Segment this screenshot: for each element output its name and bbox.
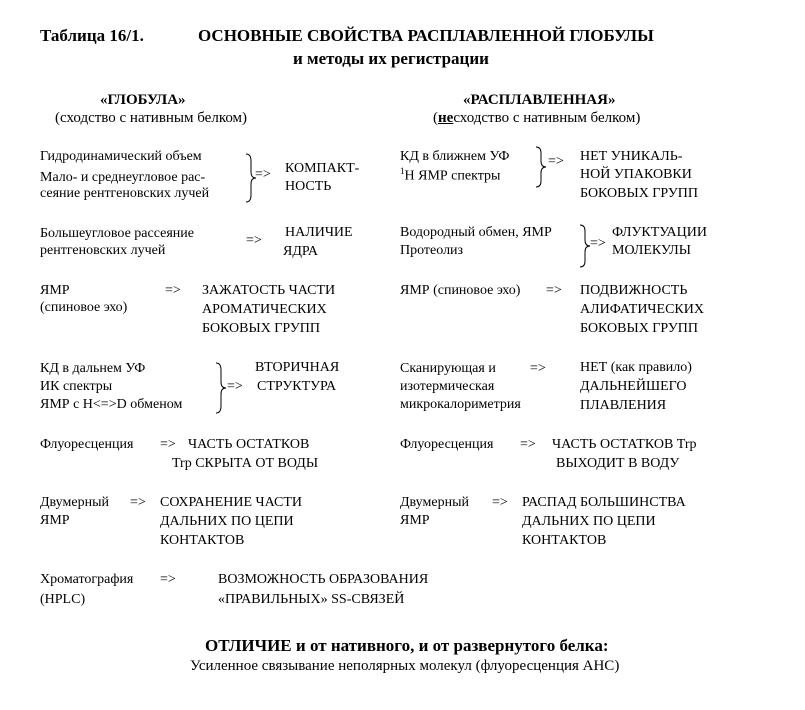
left-r5-arrow: => — [160, 437, 176, 452]
left-column-subtitle: (сходство с нативным белком) — [55, 110, 248, 126]
right-r2-result-1: ФЛУКТУАЦИИ — [612, 225, 707, 240]
left-r7-method-1: Хроматография — [40, 572, 134, 587]
right-r5-result-2: ВЫХОДИТ В ВОДУ — [556, 456, 680, 471]
right-r6-arrow: => — [492, 495, 508, 510]
left-r7-result-2: «ПРАВИЛЬНЫХ» SS-СВЯЗЕЙ — [218, 592, 405, 607]
left-r3-result-2: АРОМАТИЧЕСКИХ — [202, 302, 327, 317]
right-r1-result-3: БОКОВЫХ ГРУПП — [580, 186, 698, 201]
right-r1-method-2: $^1$H ЯМР спектры — [400, 166, 501, 184]
right-r4-method-3: микрокалориметрия — [400, 397, 521, 412]
right-r4-result-3: ПЛАВЛЕНИЯ — [580, 398, 667, 413]
right-r1-result-1: НЕТ УНИКАЛЬ- — [580, 149, 683, 164]
left-r4-method-3: ЯМР с H<=>D обменом — [40, 397, 183, 412]
left-r1-result-2: НОСТЬ — [285, 179, 332, 194]
right-r6-result-3: КОНТАКТОВ — [522, 533, 607, 548]
left-r5-method-1: Флуоресценция — [40, 437, 134, 452]
left-r6-arrow: => — [130, 495, 146, 510]
left-r1-method-2: Мало- и среднеугловое рас- — [40, 170, 206, 185]
right-r5-result-1: ЧАСТЬ ОСТАТКОВ Trp — [552, 437, 697, 452]
right-r5-method-1: Флуоресценция — [400, 437, 494, 452]
left-r4-method-2: ИК спектры — [40, 379, 113, 394]
right-r4-result-2: ДАЛЬНЕЙШЕГО — [580, 379, 687, 394]
left-r1-method-1: Гидродинамический объем — [40, 149, 202, 164]
left-r5-result-1: ЧАСТЬ ОСТАТКОВ — [188, 437, 310, 452]
left-r2-result-2: ЯДРА — [283, 244, 318, 259]
right-r6-result-1: РАСПАД БОЛЬШИНСТВА — [522, 495, 686, 510]
left-r2-method-1: Большеугловое рассеяние — [40, 226, 194, 241]
table-subtitle: и методы их регистрации — [293, 49, 489, 68]
left-r1-result-1: КОМПАКТ- — [285, 161, 360, 176]
left-r1-method-3: сеяние рентгеновских лучей — [40, 186, 210, 201]
right-column-title: «РАСПЛАВЛЕННАЯ» — [463, 92, 616, 108]
right-r4-method-2: изотермическая — [400, 379, 495, 394]
emphasis-ne: не — [438, 110, 454, 126]
left-r2-result-1: НАЛИЧИЕ — [285, 225, 353, 240]
left-column-title: «ГЛОБУЛА» — [100, 92, 186, 108]
left-r4-method-1: КД в дальнем УФ — [40, 361, 146, 376]
right-r6-method-2: ЯМР — [400, 513, 430, 528]
right-r2-arrow: => — [590, 236, 606, 251]
table-title: ОСНОВНЫЕ СВОЙСТВА РАСПЛАВЛЕННОЙ ГЛОБУЛЫ — [198, 26, 654, 45]
right-r6-method-1: Двумерный — [400, 495, 469, 510]
right-r4-result-1: НЕТ (как правило) — [580, 360, 692, 375]
left-r7-result-1: ВОЗМОЖНОСТЬ ОБРАЗОВАНИЯ — [218, 572, 429, 587]
left-r3-method-1: ЯМР — [40, 283, 70, 298]
left-r3-arrow: => — [165, 283, 181, 298]
right-r3-result-3: БОКОВЫХ ГРУПП — [580, 321, 698, 336]
right-r1-result-2: НОЙ УПАКОВКИ — [580, 167, 692, 182]
left-r3-result-3: БОКОВЫХ ГРУПП — [202, 321, 320, 336]
right-r2-method-2: Протеолиз — [400, 243, 464, 258]
footer-text: Усиленное связывание неполярных молекул (флуоресценция АНС) — [190, 658, 620, 674]
right-r4-arrow: => — [530, 361, 546, 376]
right-r1-method-1: КД в ближнем УФ — [400, 149, 510, 164]
left-r6-method-1: Двумерный — [40, 495, 109, 510]
left-r6-result-2: ДАЛЬНИХ ПО ЦЕПИ — [160, 514, 294, 529]
left-r2-arrow: => — [246, 233, 262, 248]
left-r4-arrow: => — [227, 379, 243, 394]
left-r3-result-1: ЗАЖАТОСТЬ ЧАСТИ — [202, 283, 336, 298]
left-r6-method-2: ЯМР — [40, 513, 70, 528]
right-r2-result-2: МОЛЕКУЛЫ — [612, 243, 692, 258]
footer-title: ОТЛИЧИЕ и от нативного, и от развернутого белка: — [205, 636, 609, 655]
right-r3-result-1: ПОДВИЖНОСТЬ — [580, 283, 688, 298]
left-r7-arrow: => — [160, 572, 176, 587]
left-r6-result-1: СОХРАНЕНИЕ ЧАСТИ — [160, 495, 303, 510]
right-column-subtitle: (несходство с нативным белком) — [433, 110, 641, 126]
right-r1-arrow: => — [548, 154, 564, 169]
left-r7-method-2: (HPLC) — [40, 592, 86, 607]
left-r1-arrow: => — [255, 167, 271, 182]
right-r2-method-1: Водородный обмен, ЯМР — [400, 225, 552, 240]
right-r4-method-1: Сканирующая и — [400, 361, 496, 376]
right-r1-brace-icon — [534, 146, 548, 188]
right-r6-result-2: ДАЛЬНИХ ПО ЦЕПИ — [522, 514, 656, 529]
right-r3-arrow: => — [546, 283, 562, 298]
left-r5-result-2: Trp СКРЫТА ОТ ВОДЫ — [172, 456, 319, 471]
left-r3-method-2: (спиновое эхо) — [40, 300, 128, 315]
right-r3-method-1: ЯМР (спиновое эхо) — [400, 283, 521, 298]
left-r4-result-2: СТРУКТУРА — [257, 379, 337, 394]
left-r6-result-3: КОНТАКТОВ — [160, 533, 245, 548]
left-r4-brace-icon — [214, 362, 228, 414]
right-r3-result-2: АЛИФАТИЧЕСКИХ — [580, 302, 704, 317]
left-r4-result-1: ВТОРИЧНАЯ — [255, 360, 340, 375]
left-r2-method-2: рентгеновских лучей — [40, 243, 166, 258]
table-label: Таблица 16/1. — [40, 26, 144, 45]
right-r5-arrow: => — [520, 437, 536, 452]
